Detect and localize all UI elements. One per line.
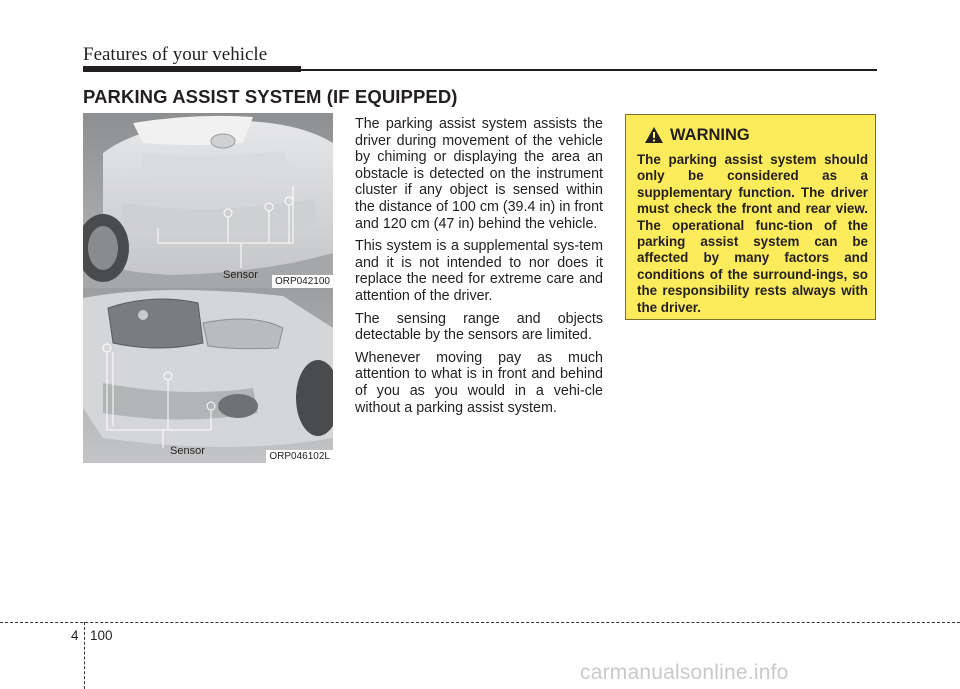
- front-car-illustration: [83, 288, 333, 463]
- paragraph-supplemental: This system is a supplemental sys-tem and it is not intended to nor does it replace the need for extreme care and attention of the driver.: [355, 238, 603, 304]
- section-title: PARKING ASSIST SYSTEM (IF EQUIPPED): [83, 86, 458, 107]
- warning-header: [644, 124, 750, 146]
- watermark: carmanualsonline.info: [580, 661, 789, 684]
- warning-triangle-icon: [644, 126, 664, 144]
- front-figure-code: ORP046102L: [266, 450, 333, 463]
- page-chapter-number: 4: [71, 628, 79, 643]
- footer-rule: [0, 622, 960, 623]
- paragraph-limits: The sensing range and objects detectable by the sensors are limited.: [355, 310, 603, 344]
- page-number: 100: [90, 628, 113, 643]
- body-text: [355, 116, 603, 422]
- warning-title: WARNING: [670, 125, 750, 144]
- warning-text: The parking assist system should only be considered as a supplementary function. The driver must check the front and rear view. The operational func-tion of the parking assist system can be affected by many factors and conditions of the surround-ings, so the responsibility rests always with the driver.: [637, 152, 868, 315]
- rear-car-illustration: [83, 113, 333, 288]
- rear-sensor-label: Sensor: [223, 269, 258, 281]
- footer-divider: [84, 622, 85, 689]
- rear-figure-code: ORP042100: [272, 275, 333, 288]
- header-rule-thin: [301, 69, 877, 71]
- chapter-title: Features of your vehicle: [83, 44, 268, 65]
- paragraph-range: The parking assist system assists the driver during movement of the vehicle by chiming or displaying the area an obstacle is detected on the instrument cluster if any object is sensed within the distance of 100 cm (39.4 in) in front and 120 cm (47 in) behind the vehicle.: [355, 116, 603, 232]
- warning-box: [625, 114, 876, 320]
- header-rule-thick: [83, 66, 301, 72]
- front-sensor-figure: [83, 288, 333, 463]
- rear-sensor-figure: [83, 113, 333, 288]
- front-sensor-label: Sensor: [170, 445, 205, 457]
- paragraph-attention: Whenever moving pay as much attention to what is in front and behind of you as you would in a vehi-cle without a parking assist system.: [355, 349, 603, 416]
